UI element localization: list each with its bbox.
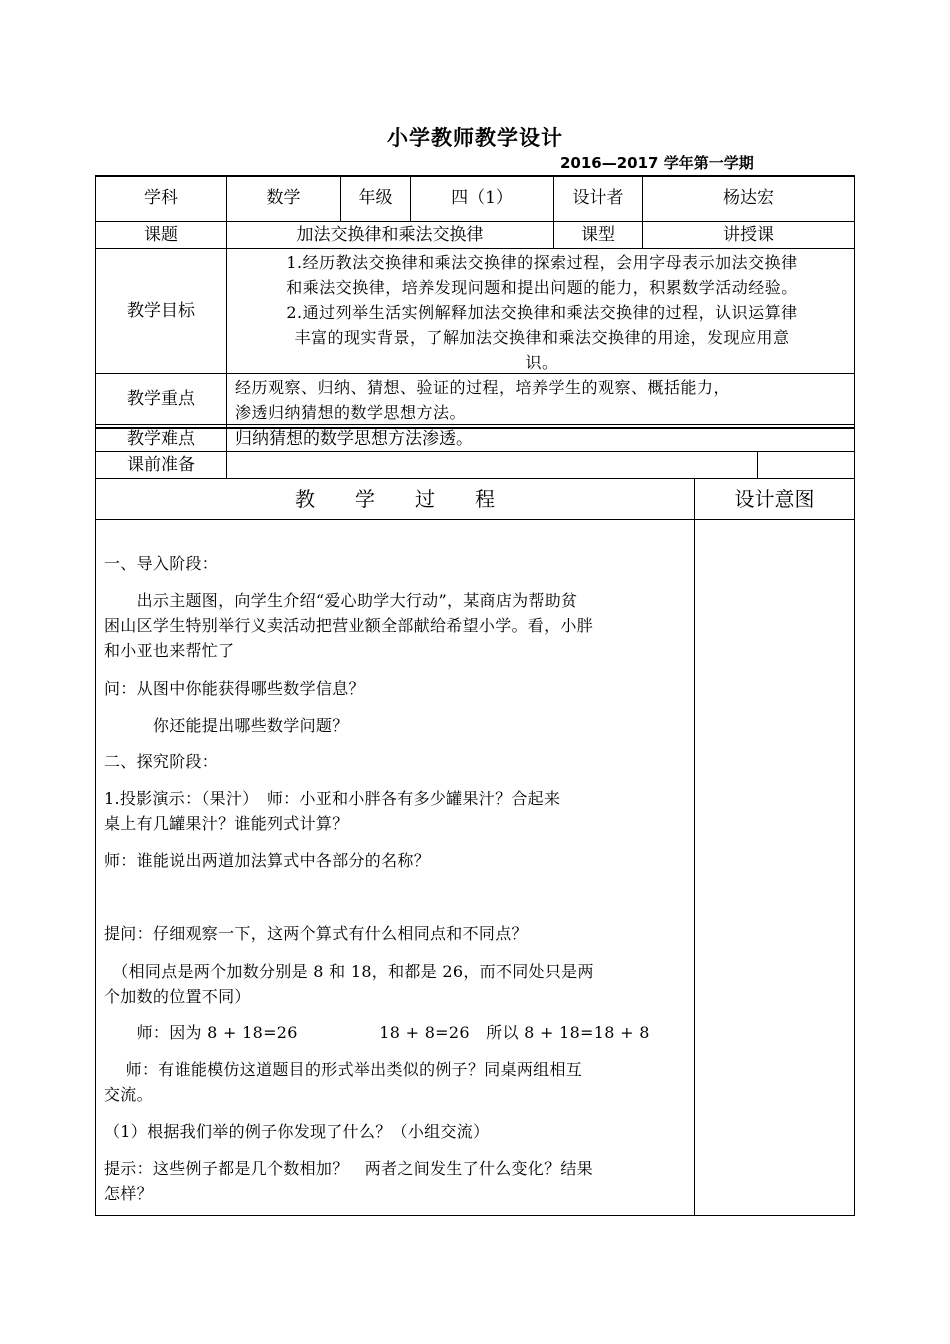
goals-line: 1.经历教法交换律和乘法交换律的探索过程，会用字母表示加法交换律 [286, 253, 798, 272]
lesson-type-label: 课型 [581, 224, 615, 245]
process-line: 交流。 [104, 1085, 153, 1104]
process-line: 桌上有几罐果汁？谁能列式计算？ [104, 814, 349, 833]
process-line: 师：有谁能模仿这道题目的形式举出类似的例子？同桌两组相互 [104, 1060, 583, 1079]
process-line: （1）根据我们举的例子你发现了什么？（小组交流） [104, 1122, 490, 1141]
process-line: 问：从图中你能获得哪些数学信息？ [104, 679, 365, 698]
process-line: 提示：这些例子都是几个数相加？ 两者之间发生了什么变化？结果 [104, 1159, 594, 1178]
design-intent-column [695, 520, 854, 1215]
key-points-line: 渗透归纳猜想的数学思想方法。 [235, 403, 467, 422]
key-points-text [235, 375, 851, 425]
difficulties-label: 教学难点 [127, 429, 195, 450]
preparation-label: 课前准备 [127, 454, 195, 475]
topic-value: 加法交换律和乘法交换律 [296, 224, 484, 245]
lesson-type-value: 讲授课 [723, 224, 774, 245]
grade-label: 年级 [358, 188, 393, 209]
designer-label: 设计者 [572, 188, 624, 209]
school-term: 2016—2017 学年第一学期 [560, 154, 754, 172]
document-title: 小学教师教学设计 [387, 126, 563, 150]
designer-value: 杨达宏 [723, 188, 774, 209]
process-line: 个加数的位置不同） [104, 987, 251, 1006]
difficulties-text: 归纳猜想的数学思想方法渗透。 [235, 429, 473, 450]
process-line: （相同点是两个加数分别是 8 和 18，和都是 26，而不同处只是两 [104, 962, 594, 981]
process-line: 出示主题图，向学生介绍“爱心助学大行动”，某商店为帮助贫 [104, 591, 578, 610]
subject-value: 数学 [266, 188, 301, 209]
goals-text [234, 250, 850, 375]
process-line: 你还能提出哪些数学问题？ [104, 716, 349, 735]
goals-line: 丰富的现实背景，了解加法交换律和乘法交换律的用途，发现应用意 [294, 328, 790, 347]
process-line: 困山区学生特别举行义卖活动把营业额全部献给希望小学。看，小胖 [104, 616, 594, 635]
key-points-label: 教学重点 [127, 388, 195, 409]
process-line: 一、导入阶段： [104, 554, 219, 573]
design-intent-heading: 设计意图 [734, 487, 815, 511]
goals-line: 和乘法交换律，培养发现问题和提出问题的能力，积累数学活动经验。 [286, 278, 798, 297]
topic-label: 课题 [144, 224, 178, 245]
grade-value: 四（1） [451, 188, 513, 209]
subject-label: 学科 [144, 188, 178, 209]
process-line: 1.投影演示：（果汁） 师：小亚和小胖各有多少罐果汁？合起来 [104, 789, 561, 808]
goals-line: 识。 [525, 353, 559, 372]
process-heading: 教 学 过 程 [295, 487, 495, 511]
process-line: 师：谁能说出两道加法算式中各部分的名称？ [104, 851, 431, 870]
key-points-line: 经历观察、归纳、猜想、验证的过程，培养学生的观察、概括能力， [235, 378, 731, 397]
process-line: 和小亚也来帮忙了 [104, 641, 235, 660]
process-line: 二、探究阶段： [104, 752, 219, 771]
goals-line: 2.通过列举生活实例解释加法交换律和乘法交换律的过程，认识运算律 [286, 303, 798, 322]
process-line: 怎样？ [104, 1184, 153, 1203]
goals-label: 教学目标 [127, 300, 195, 321]
process-line: 师：因为 8 + 18=26 18 + 8=26 所以 8 + 18=18 + 8 [104, 1023, 650, 1042]
preparation-text [235, 452, 755, 478]
process-line: 提问：仔细观察一下，这两个算式有什么相同点和不同点？ [104, 924, 528, 943]
